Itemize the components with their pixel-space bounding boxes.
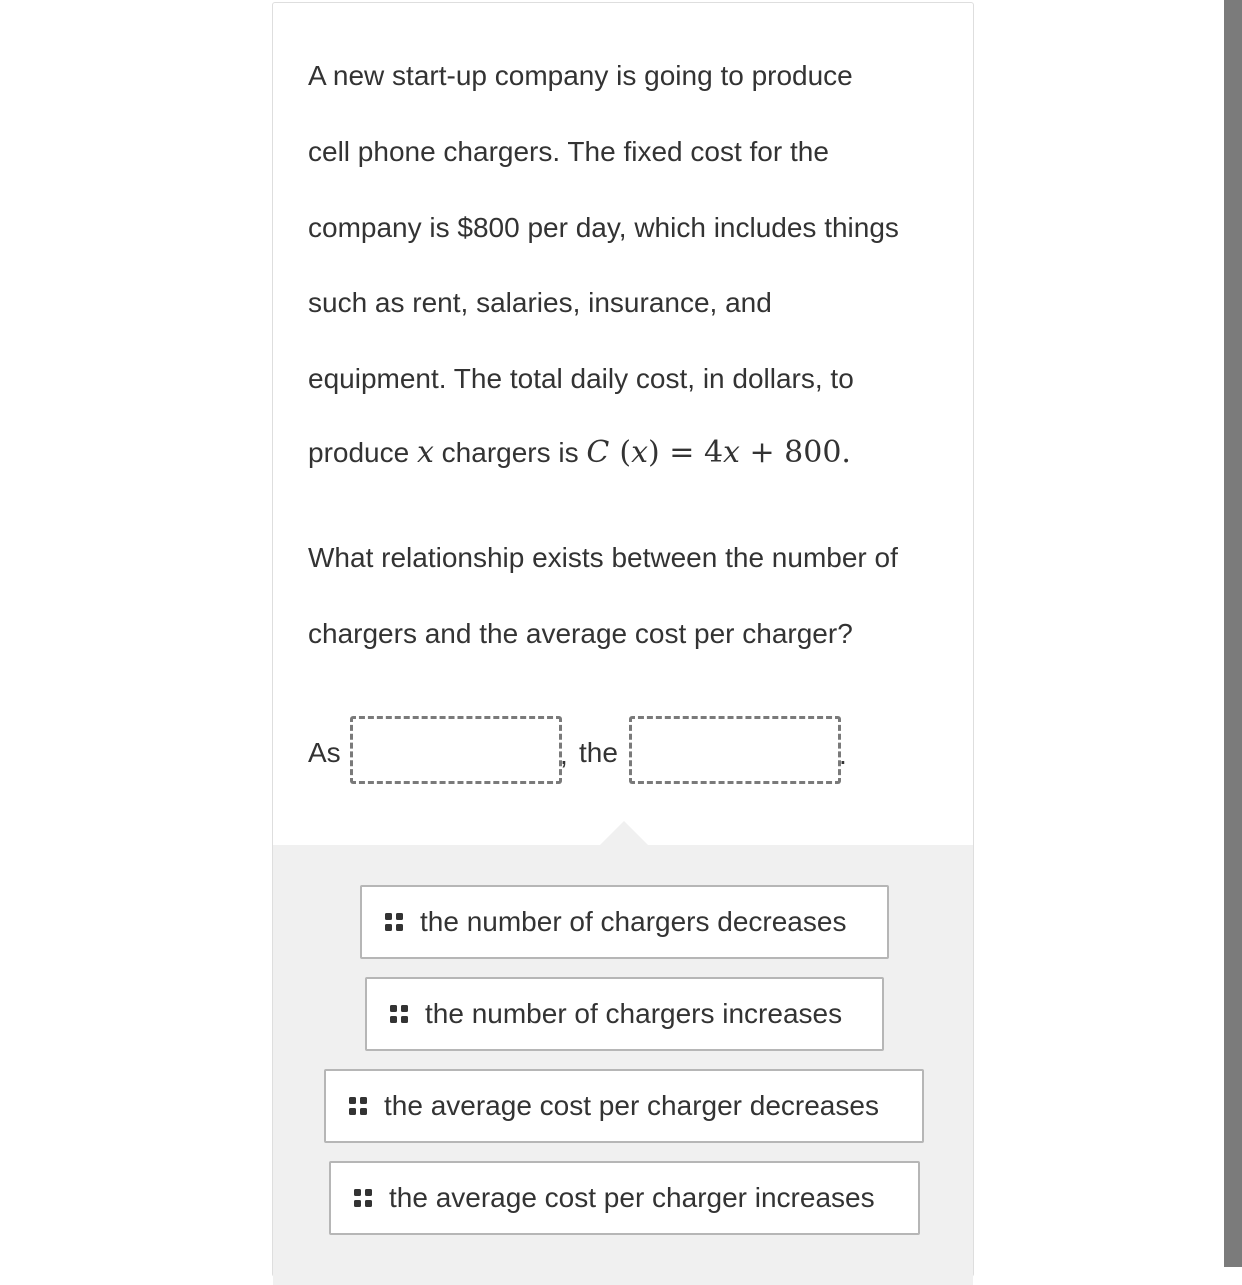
math-coef: 4 xyxy=(703,435,724,470)
text-chargers-is: chargers is xyxy=(433,437,587,468)
choice-label: the average cost per charger increases xyxy=(389,1182,875,1213)
drag-handle-icon xyxy=(353,1188,373,1208)
choice-average-cost-increases[interactable] xyxy=(329,1161,920,1235)
math-var-x-2: x xyxy=(723,435,740,470)
tray-pointer xyxy=(600,821,648,845)
math-open-paren: ( xyxy=(619,435,632,470)
sentence-comma: , xyxy=(560,739,568,770)
sentence-prefix: As xyxy=(308,737,341,768)
math-func-c: C xyxy=(586,435,610,470)
question-line-1: A new start-up company is going to produce xyxy=(308,60,853,91)
math-arg-x: x xyxy=(631,435,648,470)
question-line-3: company is $800 per day, which includes things xyxy=(308,212,899,243)
question-line-5: equipment. The total daily cost, in dollars, to xyxy=(308,363,854,394)
question-line-2: cell phone chargers. The fixed cost for the xyxy=(308,136,829,167)
prompt-line-1: What relationship exists between the number of xyxy=(308,542,898,573)
drop-zone-2[interactable] xyxy=(629,716,841,784)
drag-handle-icon xyxy=(348,1096,368,1116)
text-produce: produce xyxy=(308,437,417,468)
math-var-x: x xyxy=(416,435,434,470)
choice-label: the number of chargers decreases xyxy=(420,906,847,937)
math-rest: + 800. xyxy=(739,435,851,470)
choice-chargers-decreases[interactable] xyxy=(360,885,889,959)
drop-zone-1[interactable] xyxy=(350,716,562,784)
question-line-6 xyxy=(308,436,851,470)
math-equals: = xyxy=(659,435,704,470)
drag-handle-icon xyxy=(384,912,404,932)
window-scrollbar[interactable] xyxy=(1224,0,1242,1267)
question-card xyxy=(272,2,974,1277)
choice-chargers-increases[interactable] xyxy=(365,977,884,1051)
math-close-paren: ) xyxy=(648,435,660,470)
choice-label: the number of chargers increases xyxy=(425,998,843,1029)
choice-label: the average cost per charger decreases xyxy=(384,1090,879,1121)
prompt-line-2: chargers and the average cost per charger? xyxy=(308,618,853,649)
choice-average-cost-decreases[interactable] xyxy=(324,1069,924,1143)
sentence-period: . xyxy=(839,739,847,770)
drag-handle-icon xyxy=(389,1004,409,1024)
sentence-middle: the xyxy=(579,737,618,768)
question-line-4: such as rent, salaries, insurance, and xyxy=(308,287,772,318)
